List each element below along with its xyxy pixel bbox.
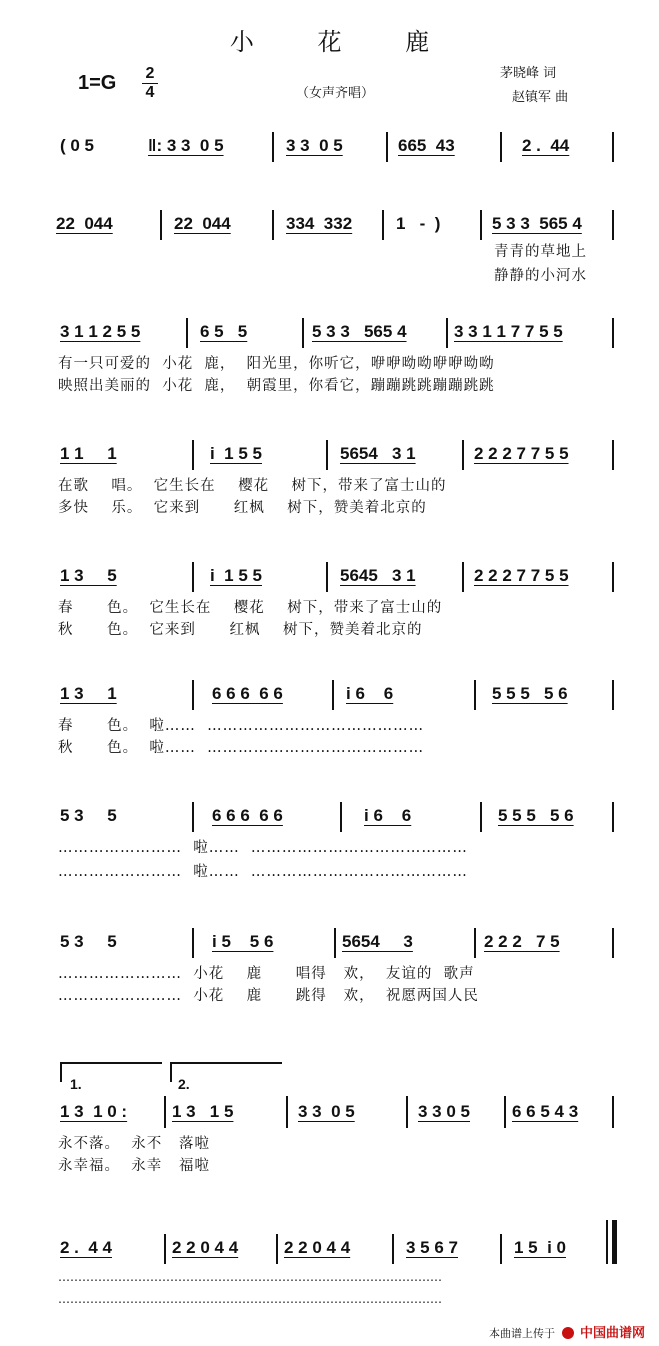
lyric-verse-2: 永幸福。 永幸 福啦 <box>58 1158 211 1174</box>
notes-group: 5 5 5 5 6 <box>492 684 568 703</box>
final-bar-thick <box>612 1220 617 1264</box>
bar-line <box>612 928 614 958</box>
lyric-verse-1: 春 色。 啦…… …………………………………… <box>58 718 425 734</box>
bar-line <box>504 1096 506 1128</box>
bar-line <box>406 1096 408 1128</box>
lyric-verse-1: 永不落。 永不 落啦 <box>58 1136 211 1152</box>
notes-group: 1 1 1 <box>60 444 117 463</box>
lyric-verse-1: …………………………………………………………………………………… <box>58 1270 442 1284</box>
lyric-verse-2: 秋 色。 啦…… …………………………………… <box>58 740 425 756</box>
notes-group: 5 5 5 5 6 <box>498 806 574 825</box>
notes-group: i 1 5 5 <box>210 444 262 463</box>
notes-group: 2 . 44 <box>522 136 570 155</box>
notes-group: 6 6 5 4 3 <box>512 1102 579 1121</box>
bar-line <box>186 318 188 348</box>
lyric-verse-2: 多快 乐。 它来到 红枫 树下，赞美着北京的 <box>58 500 427 516</box>
notes-group: 1 5 i 0 <box>514 1238 566 1257</box>
notes-group: i 6 6 <box>346 684 394 703</box>
lyric-verse-2: 映照出美丽的 小花 鹿， 朝霞里，你看它，蹦蹦跳跳蹦蹦跳跳 <box>58 378 495 394</box>
notes-group: 334 332 <box>286 214 353 233</box>
notes-group: 5 3 3 565 4 <box>492 214 582 233</box>
notes-group: 1 3 1 0 : <box>60 1102 128 1121</box>
notes-group: 6 6 6 6 6 <box>212 806 283 825</box>
notes-group: 3 3 0 5 <box>286 136 343 155</box>
volta-number: 2. <box>178 1076 190 1092</box>
final-bar-thin <box>606 1220 608 1264</box>
bar-line <box>480 802 482 832</box>
lyric-verse-2: 静静的小河水 <box>494 268 587 284</box>
bar-line <box>462 562 464 592</box>
bar-line <box>612 318 614 348</box>
meter-top: 2 <box>145 65 155 82</box>
footer-prefix: 本曲谱上传于 <box>488 1327 555 1340</box>
bar-line <box>612 680 614 710</box>
song-title: 小 花 鹿 <box>229 28 458 56</box>
composer-credit: 赵镇军 曲 <box>512 90 569 105</box>
bar-line <box>474 680 476 710</box>
notes-group: 3 5 6 7 <box>406 1238 458 1257</box>
lyric-verse-1: …………………… 啦…… …………………………………… <box>58 840 468 856</box>
bar-line <box>326 440 328 470</box>
key-signature: 1=G <box>78 72 117 94</box>
lyric-verse-1: 在歌 唱。 它生长在 樱花 树下，带来了富士山的 <box>58 478 447 494</box>
lyric-verse-1: 青青的草地上 <box>494 244 587 260</box>
bar-line <box>446 318 448 348</box>
notes-group: 1 - ) <box>396 214 441 233</box>
notes-group: 1 3 1 <box>60 684 117 703</box>
notes-group: 1 3 5 <box>60 566 117 585</box>
bar-line <box>612 132 614 162</box>
bar-line <box>302 318 304 348</box>
bar-line <box>276 1234 278 1264</box>
bar-line <box>612 802 614 832</box>
lyric-verse-1: 有一只可爱的 小花 鹿， 阳光里，你听它，咿咿呦呦咿咿呦呦 <box>58 356 495 372</box>
notes-group: 2 2 0 4 4 <box>172 1238 239 1257</box>
bar-line <box>612 1096 614 1128</box>
bar-line <box>272 132 274 162</box>
bar-line <box>612 562 614 592</box>
notes-group: 5 3 5 <box>60 806 117 825</box>
notes-group: 3 3 1 1 7 7 5 5 <box>454 322 563 341</box>
bar-line <box>500 1234 502 1264</box>
notes-group: 2 2 2 7 7 5 5 <box>474 444 569 463</box>
notes-group: 3 3 0 5 <box>418 1102 470 1121</box>
bar-line <box>192 680 194 710</box>
notes-group: 2 2 2 7 5 <box>484 932 560 951</box>
notes-group: 5 3 3 565 4 <box>312 322 407 341</box>
bar-line <box>286 1096 288 1128</box>
bar-line <box>392 1234 394 1264</box>
bar-line <box>160 210 162 240</box>
notes-group: 5645 3 1 <box>340 566 416 585</box>
notes-group: 3 1 1 2 5 5 <box>60 322 141 341</box>
bar-line <box>192 802 194 832</box>
performance-note: （女声齐唱） <box>296 86 375 101</box>
notes-group: 2 2 2 7 7 5 5 <box>474 566 569 585</box>
bar-line <box>382 210 384 240</box>
bar-line <box>272 210 274 240</box>
bar-line <box>500 132 502 162</box>
site-logo-icon <box>562 1327 574 1339</box>
notes-group: 22 044 <box>174 214 231 233</box>
bar-line <box>192 928 194 958</box>
notes-group: 22 044 <box>56 214 113 233</box>
bar-line <box>474 928 476 958</box>
notes-group: 6 6 6 6 6 <box>212 684 283 703</box>
lyric-verse-1: …………………… 小花 鹿 唱得 欢， 友谊的 歌声 <box>58 966 475 982</box>
lyric-verse-2: 秋 色。 它来到 红枫 树下，赞美着北京的 <box>58 622 423 638</box>
lyric-verse-1: 春 色。 它生长在 樱花 树下，带来了富士山的 <box>58 600 443 616</box>
lyric-verse-2: …………………………………………………………………………………… <box>58 1292 442 1306</box>
bar-line <box>612 210 614 240</box>
bar-line <box>334 928 336 958</box>
time-signature <box>142 66 158 101</box>
lyric-verse-2: …………………… 小花 鹿 跳得 欢， 祝愿两国人民 <box>58 988 479 1004</box>
lyricist-credit: 茅晓峰 词 <box>500 66 557 81</box>
notes-group: 665 43 <box>398 136 455 155</box>
notes-group: ‖: 3 3 0 5 <box>148 136 224 155</box>
notes-group: ( 0 5 <box>60 136 95 155</box>
bar-line <box>612 440 614 470</box>
bar-line <box>326 562 328 592</box>
notes-group: 3 3 0 5 <box>298 1102 355 1121</box>
bar-line <box>332 680 334 710</box>
notes-group: i 6 6 <box>364 806 412 825</box>
notes-group: 5 3 5 <box>60 932 117 951</box>
lyric-verse-2: …………………… 啦…… …………………………………… <box>58 864 468 880</box>
volta-number: 1. <box>70 1076 82 1092</box>
bar-line <box>164 1234 166 1264</box>
notes-group: 2 . 4 4 <box>60 1238 112 1257</box>
bar-line <box>386 132 388 162</box>
bar-line <box>192 562 194 592</box>
footer-brand-link[interactable]: 中国曲谱网 <box>579 1326 645 1341</box>
bar-line <box>480 210 482 240</box>
notes-group: 6 5 5 <box>200 322 248 341</box>
notes-group: i 1 5 5 <box>210 566 262 585</box>
footer <box>489 1322 645 1341</box>
notes-group: i 5 5 6 <box>212 932 274 951</box>
bar-line <box>462 440 464 470</box>
notes-group: 5654 3 1 <box>340 444 416 463</box>
meter-bottom: 4 <box>145 84 155 101</box>
notes-group: 1 3 1 5 <box>172 1102 234 1121</box>
notes-group: 5654 3 <box>342 932 413 951</box>
notes-group: 2 2 0 4 4 <box>284 1238 351 1257</box>
bar-line <box>192 440 194 470</box>
bar-line <box>340 802 342 832</box>
bar-line <box>164 1096 166 1128</box>
